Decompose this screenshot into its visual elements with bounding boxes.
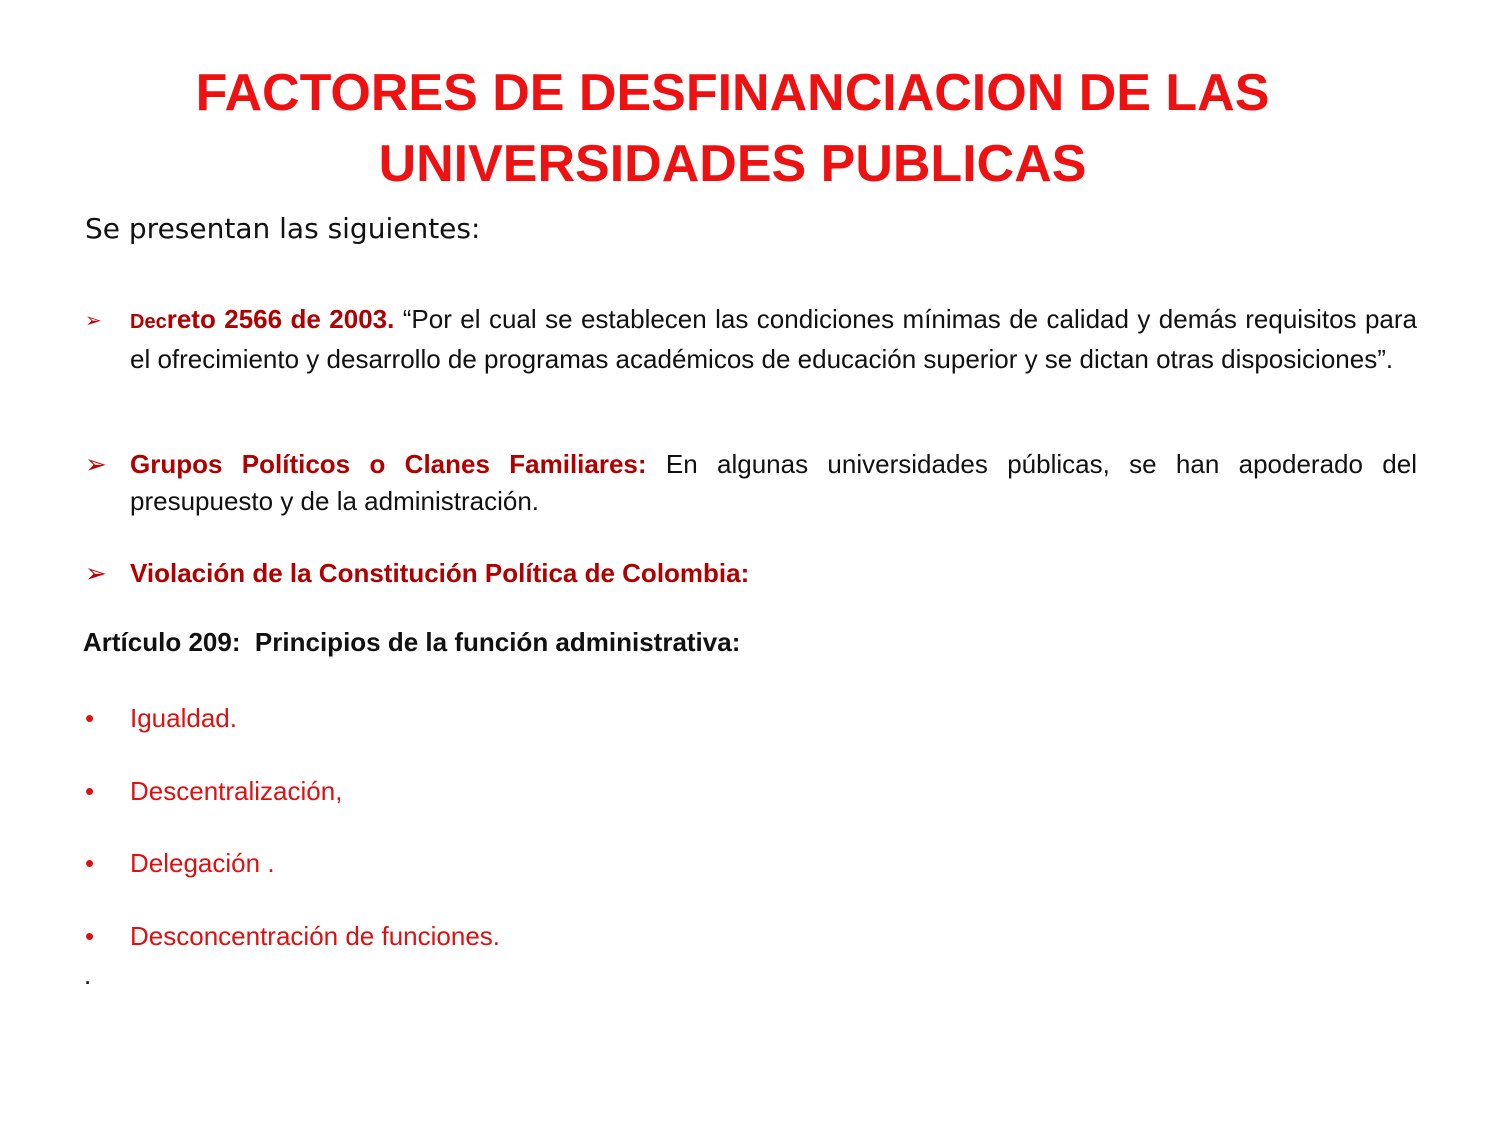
principle-item [85, 845, 275, 882]
principle-item [85, 918, 500, 955]
factor-text [130, 555, 1417, 592]
title-line-1: FACTORES DE DESFINANCIACION DE LAS [195, 64, 1270, 122]
article-heading: Artículo 209: Principios de la función administrativa: [83, 627, 741, 657]
intro-text: Se presentan las siguientes: [85, 212, 481, 245]
trailing-mark: . [84, 960, 92, 990]
factor-description: En algunas universidades públicas, se han apoderado del presupuesto y de la administración. [130, 449, 1417, 516]
factor-item-grupos [85, 446, 1417, 520]
arrow-bullet-icon: ➢ [85, 558, 107, 588]
arrow-bullet-icon: ➢ [85, 310, 102, 332]
principle-text: Delegación . [130, 848, 275, 878]
principle-text: Desconcentración de funciones. [130, 921, 501, 951]
bullet-dot-icon: • [85, 703, 95, 733]
factor-label: Violación de la Constitución Política de Colombia: [130, 558, 750, 588]
bullet-dot-icon: • [85, 776, 95, 806]
title-line-2: UNIVERSIDADES PUBLICAS [378, 135, 1087, 193]
principle-text: Descentralización, [130, 776, 343, 806]
factor-label-prefix: Dec [130, 311, 167, 333]
arrow-bullet-icon: ➢ [85, 449, 107, 479]
principle-item [85, 773, 342, 810]
principle-item [85, 700, 237, 737]
factor-item-violacion [85, 555, 1417, 592]
factor-description: “Por el cual se establecen las condiciones mínimas de calidad y demás requisitos para el ofrecimiento y desarrollo de programas académicos de educación superior y se dictan otras disposiciones”. [130, 304, 1417, 374]
bullet-dot-icon: • [85, 848, 95, 878]
factor-item-decreto [85, 301, 1417, 378]
factor-text [130, 301, 1417, 378]
factor-text [130, 446, 1417, 520]
factor-label: Grupos Políticos o Clanes Familiares: [130, 449, 647, 479]
factor-label: reto 2566 de 2003. [166, 304, 395, 334]
bullet-dot-icon: • [85, 921, 95, 951]
slide-title [60, 58, 1405, 200]
principle-text: Igualdad. [130, 703, 237, 733]
